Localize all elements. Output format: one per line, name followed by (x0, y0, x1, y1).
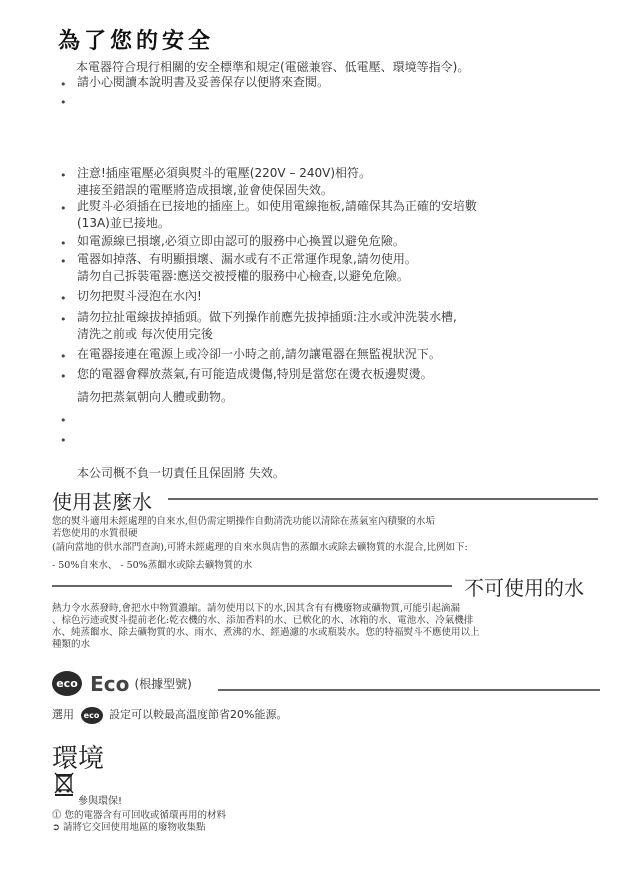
eco-text-line (52, 706, 287, 724)
bullet-icon: • (60, 237, 67, 250)
bullet-icon: • (60, 96, 67, 109)
bullet-icon: • (60, 313, 67, 326)
bullet-icon: • (60, 78, 67, 91)
water-use-line: - 50%自來水、 - 50%蒸餾水或除去礦物質的水 (52, 560, 253, 571)
environment-line: ⓵ 您的電器含有可回收或循環再用的材料 (52, 810, 227, 821)
eco-subheading: (根據型號) (134, 677, 192, 691)
eco-heading: Eco (90, 671, 130, 696)
weee-bin-icon (54, 772, 74, 800)
eco-badge-icon: eco (52, 671, 82, 696)
water-use-line: (請向當地的供水部門查詢),可將未經處理的自來水與店售的蒸餾水或除去礦物質的水混合,比例如下: (52, 542, 468, 553)
eco-prefix: 選用 (52, 708, 74, 721)
arrow-icon: ➲ (52, 822, 60, 833)
bullet-icon: • (60, 255, 67, 268)
safety-item-line: 此熨斗必須插在已接地的插座上。如使用電線拖板,請確保其為正確的安培數 (77, 199, 477, 213)
bullet-icon: • (60, 434, 67, 447)
safety-item-line: 連接至錯誤的電壓將造成損壞,並會使保固失效。 (77, 183, 333, 197)
divider (168, 498, 598, 500)
divider (52, 585, 452, 587)
intro-text: 本電器符合現行相關的安全標準和規定(電磁兼容、低電壓、環境等指令)。 (76, 60, 470, 74)
safety-item-line: 注意!插座電壓必須與熨斗的電壓(220V – 240V)相符。 (77, 166, 372, 180)
water-not-use-line: 種類的水 (52, 639, 91, 650)
bullet-icon: • (60, 202, 67, 215)
safety-item-line: 請勿拉扯電線拔掉插頭。做下列操作前應先拔掉插頭:注水或沖洗裝水槽, (77, 310, 457, 324)
bullet-icon: • (60, 370, 67, 383)
eco-text: 設定可以較最高溫度節省20%能源。 (109, 708, 288, 721)
safety-item-line: 如電源線已損壞,必須立即由認可的服務中心換置以避免危險。 (77, 234, 405, 248)
environment-line: ➲ 請將它交回使用地區的廢物收集點 (52, 822, 206, 833)
water-use-line: 若您使用的水質很硬 (52, 528, 138, 539)
environment-heading: 環境 (52, 744, 105, 774)
bullet-icon: • (60, 169, 67, 182)
water-not-use-heading: 不可使用的水 (464, 576, 584, 600)
safety-item-line: (13A)並已接地。 (77, 216, 170, 230)
bullet-icon: • (60, 292, 67, 305)
eco-header (52, 671, 192, 699)
page-title: 為了您的安全 (58, 29, 215, 54)
water-not-use-line: 熱力令水蒸發時,會把水中物質濃縮。請勿使用以下的水,因其含有有機廢物或礦物質,可能引起滴漏 (52, 603, 461, 614)
bullet-icon: • (60, 414, 67, 427)
environment-lines (52, 810, 226, 834)
safety-item-line: 請勿自己拆裝電器:應送交被授權的服務中心檢查,以避免危險。 (77, 269, 409, 283)
eco-small-icon: eco (81, 707, 103, 724)
water-use-heading: 使用甚麼水 (52, 490, 152, 514)
safety-item-line: 切勿把熨斗浸泡在水內! (77, 289, 202, 303)
water-not-use-line: 、棕色污迹或熨斗提前老化:乾衣機的水、添加香料的水、已軟化的水、冰箱的水、電池水、冷氣機排 (52, 615, 474, 626)
water-use-text (52, 516, 468, 572)
safety-item-line: 在電器接連在電源上或冷卻一小時之前,請勿讓電器在無監視狀況下。 (77, 347, 441, 361)
safety-item-line: 您的電器會釋放蒸氣,有可能造成燙傷,特別是當您在燙衣板邊熨燙。 (77, 367, 433, 381)
recycle-icon: ⓵ (52, 810, 62, 821)
water-not-use-line: 水、純蒸餾水、除去礦物質的水、雨水、煮沸的水、經過濾的水或瓶裝水。您的特福熨斗不應使用以上 (52, 627, 480, 638)
bullet-icon: • (60, 350, 67, 363)
safety-item-line: 請勿把蒸氣朝向人體或動物。 (77, 390, 234, 404)
safety-item-line: 電器如掉落、有明顯損壞、漏水或有不正常運作現象,請勿使用。 (77, 252, 417, 266)
recycle-caption: 參與環保! (78, 796, 123, 807)
disclaimer: 本公司概不負一切責任且保固將 失效。 (77, 466, 285, 480)
safety-item-line: 清洗之前或 每次使用完後 (77, 327, 213, 341)
safety-item-line: 請小心閱讀本說明書及妥善保存以便將來查閱。 (77, 75, 330, 89)
water-use-line: 您的熨斗適用未經處理的自來水,但仍需定期操作自動清洗功能以清除在蒸氣室內積聚的水垢 (52, 516, 436, 527)
water-not-use-text (52, 603, 480, 651)
divider (218, 689, 600, 691)
